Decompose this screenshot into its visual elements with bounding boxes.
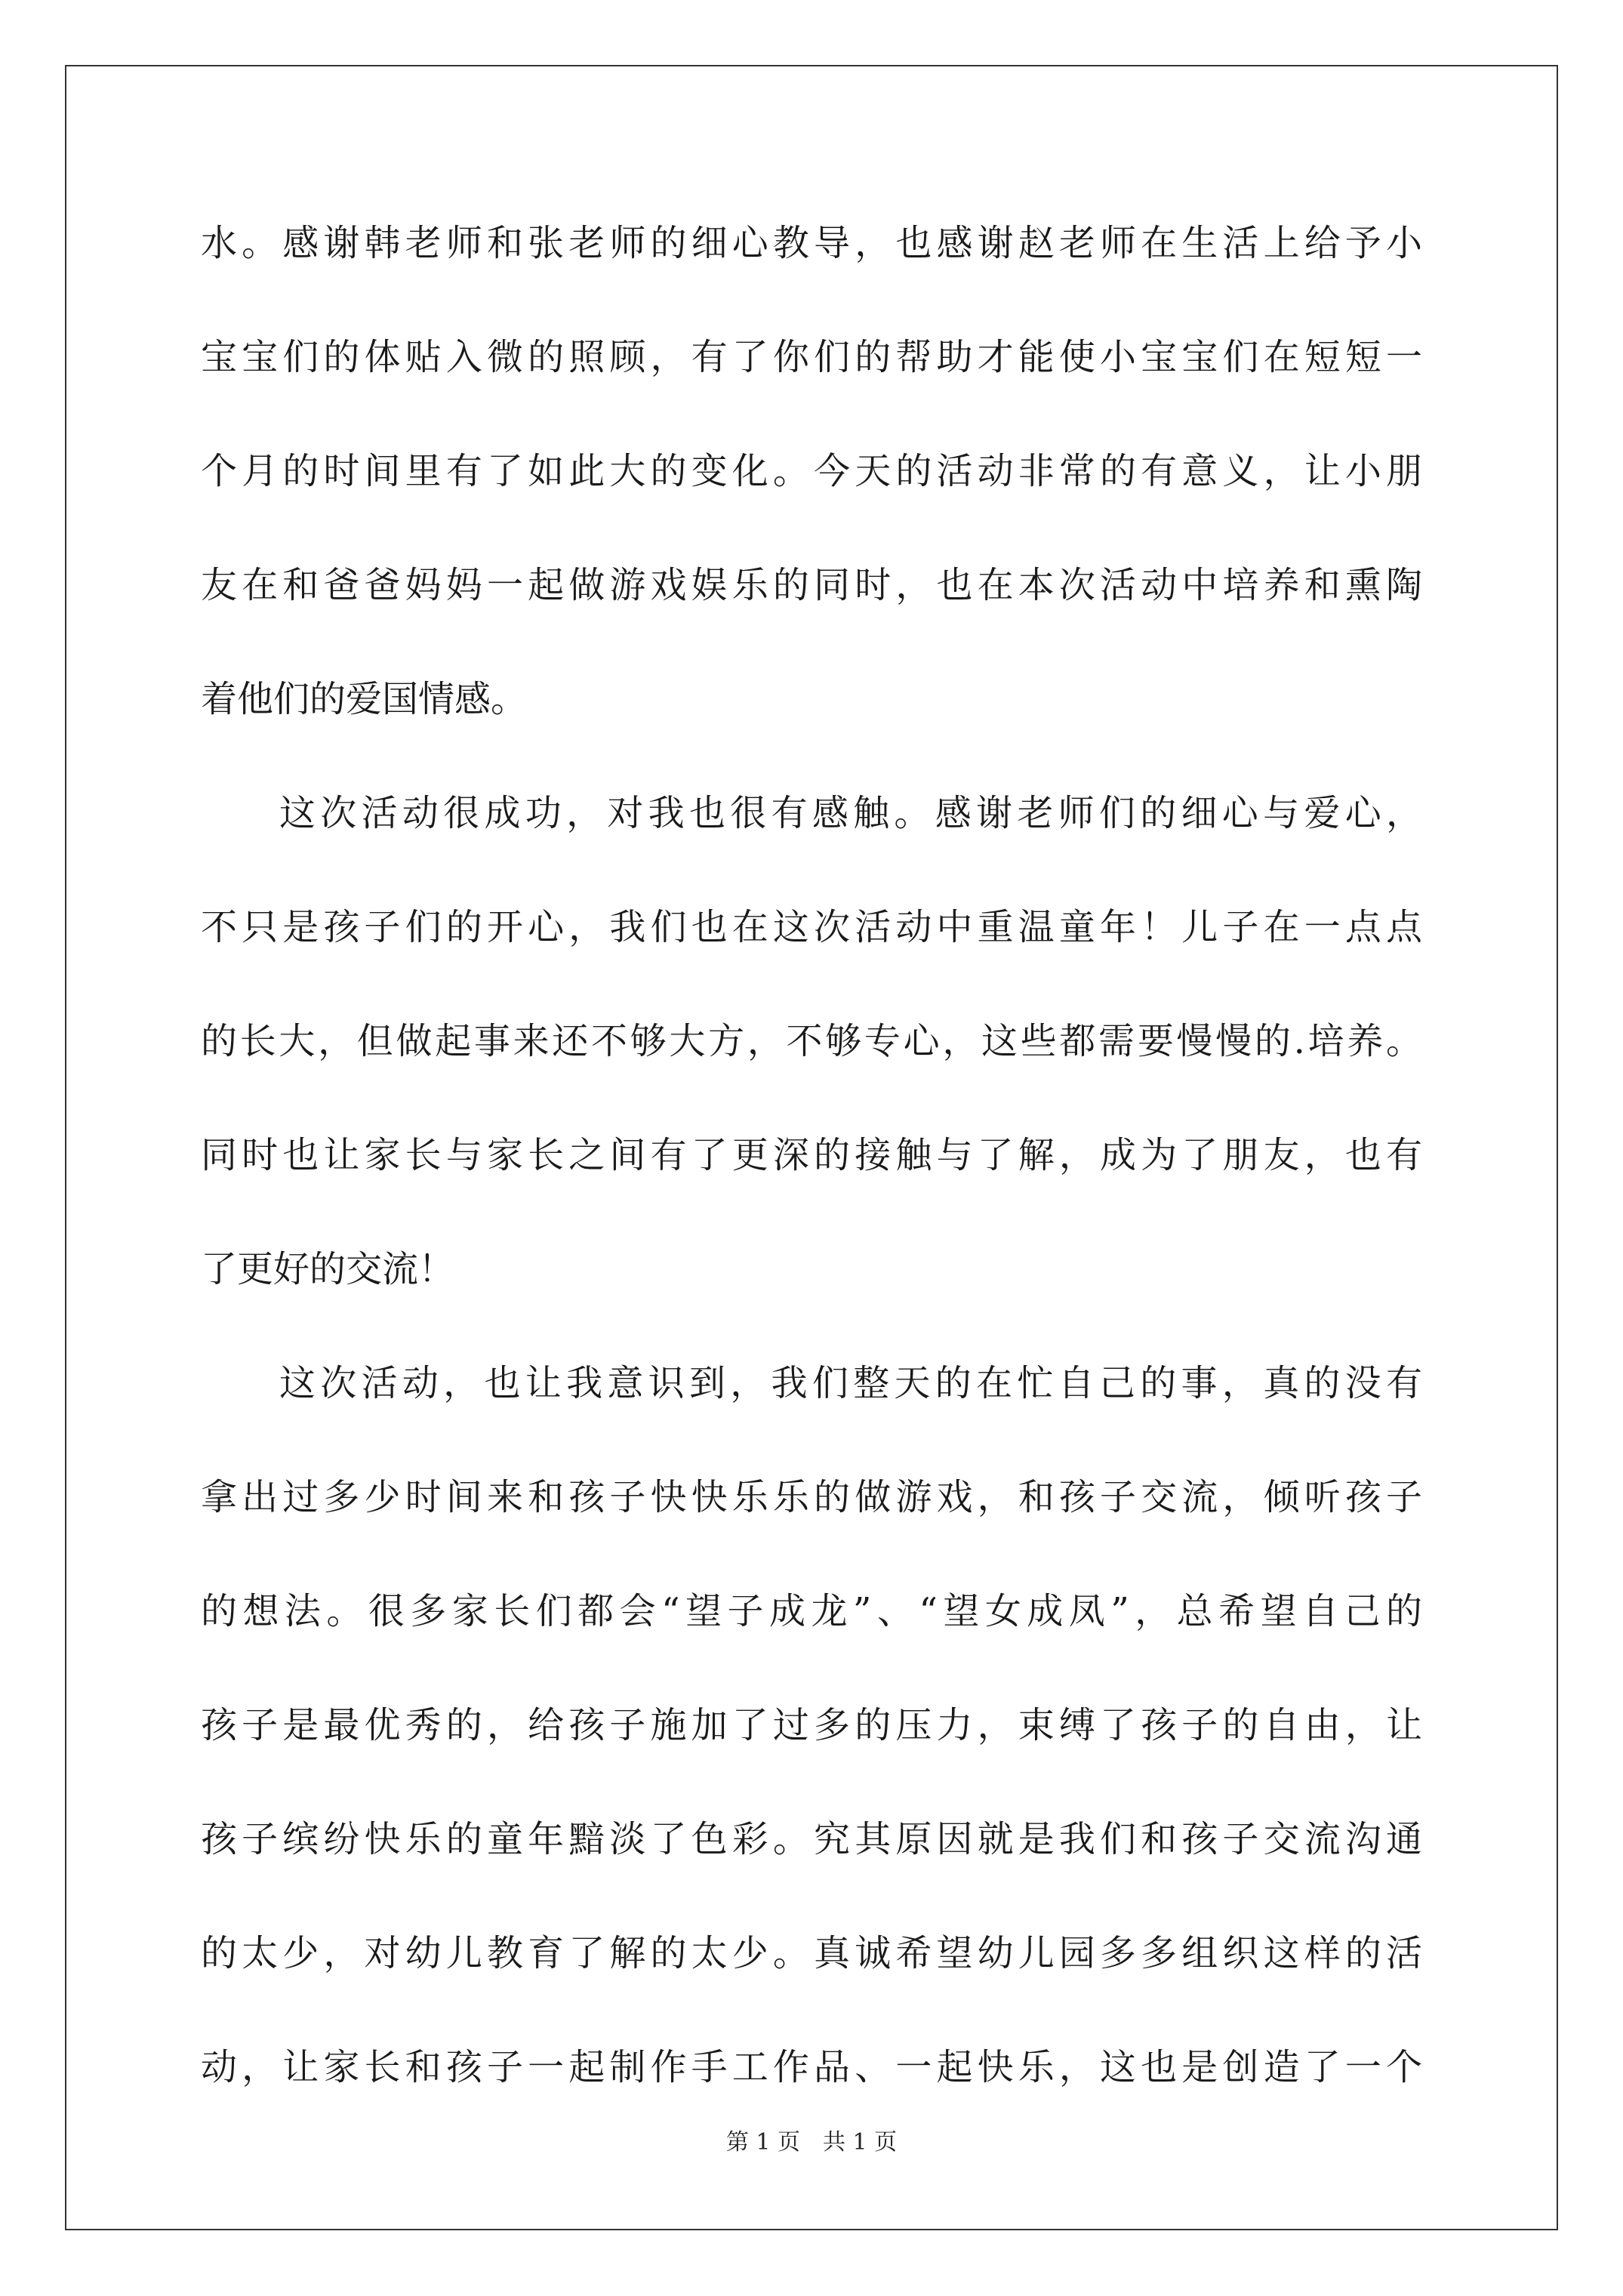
text-line: 的长大，但做起事来还不够大方，不够专心，这些都需要慢慢的.培养。 xyxy=(201,1020,1422,1062)
text-line: 不只是孩子们的开心，我们也在这次活动中重温童年！儿子在一点点 xyxy=(201,906,1422,948)
text-line: 宝宝们的体贴入微的照顾，有了你们的帮助才能使小宝宝们在短短一 xyxy=(201,336,1422,378)
paragraph-first-line: 这次活动，也让我意识到，我们整天的在忙自己的事，真的没有 xyxy=(279,1362,1422,1404)
text-line: 个月的时间里有了如此大的变化。今天的活动非常的有意义，让小朋 xyxy=(201,450,1422,492)
text-line: 了更好的交流！ xyxy=(201,1248,455,1290)
text-line: 的太少，对幼儿教育了解的太少。真诚希望幼儿园多多组织这样的活 xyxy=(201,1932,1422,1974)
text-line: 孩子是最优秀的，给孩子施加了过多的压力，束缚了孩子的自由，让 xyxy=(201,1704,1422,1746)
text-line: 着他们的爱国情感。 xyxy=(201,678,528,720)
page-number-footer: 第 1 页 共 1 页 xyxy=(725,2129,898,2156)
text-line: 拿出过多少时间来和孩子快快乐乐的做游戏，和孩子交流，倾听孩子 xyxy=(201,1476,1422,1518)
text-line: 同时也让家长与家长之间有了更深的接触与了解，成为了朋友，也有 xyxy=(201,1134,1422,1176)
text-line: 友在和爸爸妈妈一起做游戏娱乐的同时，也在本次活动中培养和熏陶 xyxy=(201,564,1422,606)
text-line: 水。感谢韩老师和张老师的细心教导，也感谢赵老师在生活上给予小 xyxy=(201,222,1422,264)
text-line: 的想法。很多家长们都会“望子成龙”、“望女成凤”，总希望自己的 xyxy=(201,1590,1422,1632)
text-line: 动，让家长和孩子一起制作手工作品、一起快乐，这也是创造了一个 xyxy=(201,2046,1422,2088)
text-line: 孩子缤纷快乐的童年黯淡了色彩。究其原因就是我们和孩子交流沟通 xyxy=(201,1818,1422,1860)
paragraph-first-line: 这次活动很成功，对我也很有感触。感谢老师们的细心与爱心， xyxy=(279,792,1422,834)
